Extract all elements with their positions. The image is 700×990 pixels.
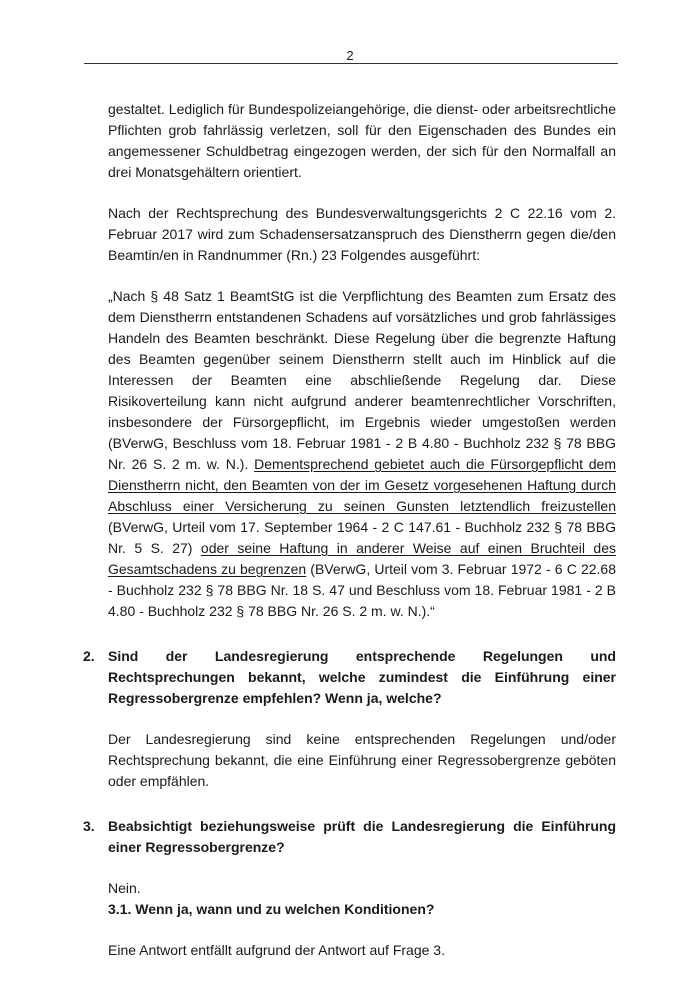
page-number: 2 — [346, 48, 354, 63]
answer-3: Nein. — [108, 880, 141, 896]
paragraph-intro: gestaltet. Lediglich für Bundespolizeiangehörige, die dienst- oder arbeitsrechtliche Pflichten grob fahrlässig verletzen, soll für den Eigenschaden des Bundes ein angemessener Schuldbetrag eingezogen werden, der sich für den Normalfall an drei Monatsgehältern orientiert. — [108, 101, 616, 180]
paragraph-court-ruling: Nach der Rechtsprechung des Bundesverwaltungsgerichts 2 C 22.16 vom 2. Februar 2017 wird zum Schadensersatzanspruch des Dienstherrn gegen die/den Beamtin/en in Randnummer (Rn.) 23 Folgendes ausgeführt: — [108, 205, 616, 263]
answer-3-1: Eine Antwort entfällt aufgrund der Antwort auf Frage 3. — [108, 942, 445, 958]
quote-text-3: (BVerwG, Urteil vom 3. Februar 1972 - 6 C 22.68 - Buchholz 232 § 78 BBG Nr. 18 S. 47 und Beschluss vom 18. Februar 1981 - 2 B 4.80 - Buchholz 232 § 78 BBG Nr. 26 S. 2 m. w. N.).“ — [108, 561, 616, 619]
quote-text-1: „Nach § 48 Satz 1 BeamtStG ist die Verpflichtung des Beamten zum Ersatz des dem Dienstherrn entstandenen Schadens auf vorsätzliches und grob fahrlässiges Handeln des Beamten beschränkt. Diese Regelung über die begrenzte Haftung des Beamten gegenüber seinem Dienstherrn stellt auch im Hinblick auf die Interessen der Beamten eine abschließende Regelung dar. Diese Risikoverteilung kann nicht aufgrund anderer beamtenrechtlicher Vorschriften, insbesondere der Fürsorgepflicht, im Ergebnis wieder umgestoßen werden (BVerwG, Beschluss vom 18. Februar 1981 - 2 B 4.80 - Buchholz 232 § 78 BBG Nr. 26 S. 2 m. w. N.). — [108, 288, 616, 472]
document-body — [83, 99, 616, 961]
question-3 — [83, 816, 616, 858]
quote-underlined-2: oder seine Haftung in anderer Weise auf einen Bruchteil des Gesamtschadens zu begrenzen — [108, 540, 616, 577]
header-divider — [84, 63, 618, 64]
answer-2: Der Landesregierung sind keine entsprechenden Regelungen und/oder Rechtsprechung bekannt, die eine Einführung einer Regressobergrenze geböten oder empfählen. — [108, 731, 616, 789]
question-2 — [83, 646, 616, 709]
question-2-text: Sind der Landesregierung entsprechende Regelungen und Rechtsprechungen bekannt, welche zumindest die Einführung einer Regressobergrenze empfehlen? Wenn ja, welche? — [108, 648, 616, 706]
quote-block — [108, 286, 616, 622]
question-2-number: 2. — [83, 648, 95, 664]
quote-text-2: (BVerwG, Urteil vom 17. September 1964 - 2 C 147.61 - Buchholz 232 § 78 BBG Nr. 5 S. 27) — [108, 519, 616, 556]
question-3-number: 3. — [83, 818, 95, 834]
question-3-1-heading: 3.1. Wenn ja, wann und zu welchen Konditionen? — [108, 901, 435, 917]
question-3-text: Beabsichtigt beziehungsweise prüft die Landesregierung die Einführung einer Regressobergrenze? — [108, 818, 616, 855]
quote-underlined-1: Dementsprechend gebietet auch die Fürsorgepflicht dem Dienstherrn nicht, den Beamten von der im Gesetz vorgesehenen Haftung durch Abschluss einer Versicherung zu seinen Gunsten letztendlich freizustellen — [108, 456, 616, 514]
